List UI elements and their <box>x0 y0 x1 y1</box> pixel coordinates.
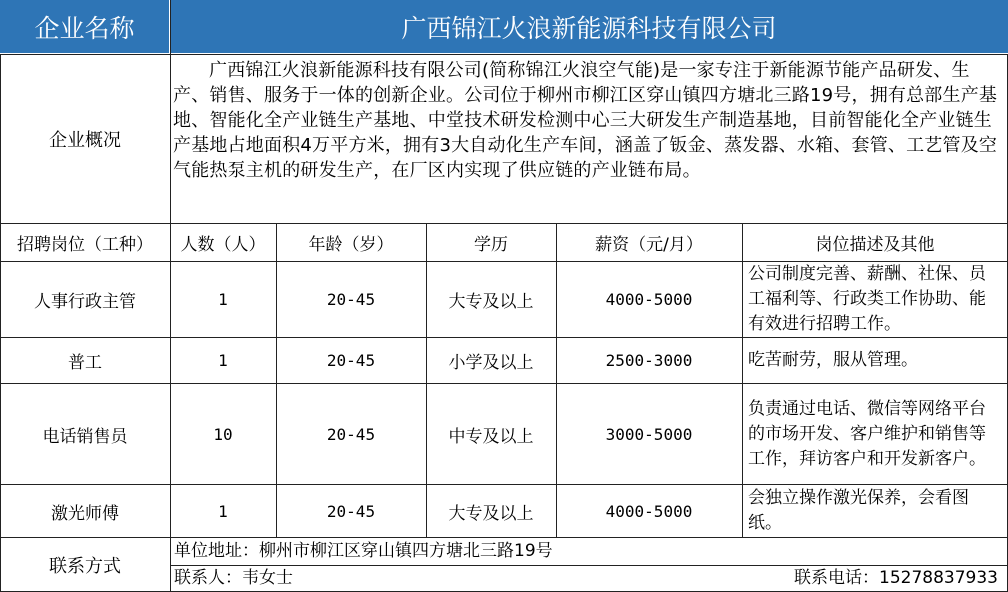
header-position: 招聘岗位（工种） <box>17 235 153 255</box>
table-row-position: 普工 <box>68 353 102 373</box>
divider <box>426 223 427 537</box>
header-education: 学历 <box>474 235 508 255</box>
contact-person: 联系人：韦女士 <box>174 568 293 588</box>
table-row-age: 20-45 <box>326 501 376 521</box>
overview-text: 广西锦江火浪新能源科技有限公司(简称锦江火浪空气能)是一家专注于新能源节能产品研发、生产、销售、服务于一体的创新企业。公司位于柳州市柳江区穿山镇四方塘北三路19号，拥有总部生产基地、智能化全产业链生产基地、中堂技术研发检测中心三大研发生产制造基地，目前智能化全产业链生产基地占地面积4万平方米，拥有3大自动化生产车间，涵盖了钣金、蒸发器、水箱、套管、工艺管及空气能热泵主机的研发生产，在厂区内实现了供应链的产业链布局。 <box>173 60 998 181</box>
table-row-count: 1 <box>218 351 228 370</box>
table-row-description: 会独立操作激光保养，会看图纸。 <box>748 488 969 533</box>
table-row-age: 20-45 <box>326 351 376 370</box>
company-name-label: 企业名称 <box>0 0 169 53</box>
table-row-salary: 4000-5000 <box>605 290 693 309</box>
table-row-age: 20-45 <box>326 290 376 309</box>
contact-phone: 联系电话：15278837933 <box>794 568 998 588</box>
divider <box>0 223 1008 224</box>
table-row-count: 1 <box>218 290 228 309</box>
header-count: 人数（人） <box>180 235 266 255</box>
contact-address: 单位地址：柳州市柳江区穿山镇四方塘北三路19号 <box>174 541 553 561</box>
table-row-position: 人事行政主管 <box>34 292 136 312</box>
table-row-education: 大专及以上 <box>448 292 534 312</box>
table-row-salary: 3000-5000 <box>605 424 693 444</box>
divider <box>0 537 1008 538</box>
table-row-count: 1 <box>218 501 228 521</box>
table-row-position: 电话销售员 <box>42 426 128 447</box>
table-row-education: 大专及以上 <box>448 503 534 524</box>
divider <box>0 337 1008 338</box>
table-row-description: 公司制度完善、薪酬、社保、员工福利等、行政类工作协助、能有效进行招聘工作。 <box>748 264 986 334</box>
divider <box>0 54 1008 55</box>
table-row-age: 20-45 <box>326 424 376 444</box>
divider <box>170 0 171 592</box>
table-row-description: 负责通过电话、微信等网络平台的市场开发、客户维护和销售等工作，拜访客户和开发新客户。 <box>748 398 986 469</box>
divider <box>170 565 1008 566</box>
overview-label: 企业概况 <box>49 130 121 151</box>
divider <box>0 261 1008 262</box>
divider <box>742 223 743 537</box>
table-row-education: 中专及以上 <box>448 426 534 447</box>
divider <box>0 54 1 592</box>
table-row-count: 10 <box>213 424 233 444</box>
divider <box>556 223 557 537</box>
header-description: 岗位描述及其他 <box>815 235 935 255</box>
header-salary: 薪资（元/月） <box>595 235 703 255</box>
company-name: 广西锦江火浪新能源科技有限公司 <box>170 0 1008 53</box>
table-row-salary: 2500-3000 <box>605 351 693 370</box>
table-row-position: 激光师傅 <box>51 503 119 524</box>
divider <box>0 484 1008 485</box>
contact-label: 联系方式 <box>49 556 121 577</box>
table-row-description: 吃苦耐劳，服从管理。 <box>748 350 918 370</box>
table-row-salary: 4000-5000 <box>605 501 693 521</box>
divider <box>0 383 1008 384</box>
table-row-education: 小学及以上 <box>448 353 534 373</box>
divider <box>276 223 277 537</box>
header-age: 年龄（岁） <box>308 235 394 255</box>
